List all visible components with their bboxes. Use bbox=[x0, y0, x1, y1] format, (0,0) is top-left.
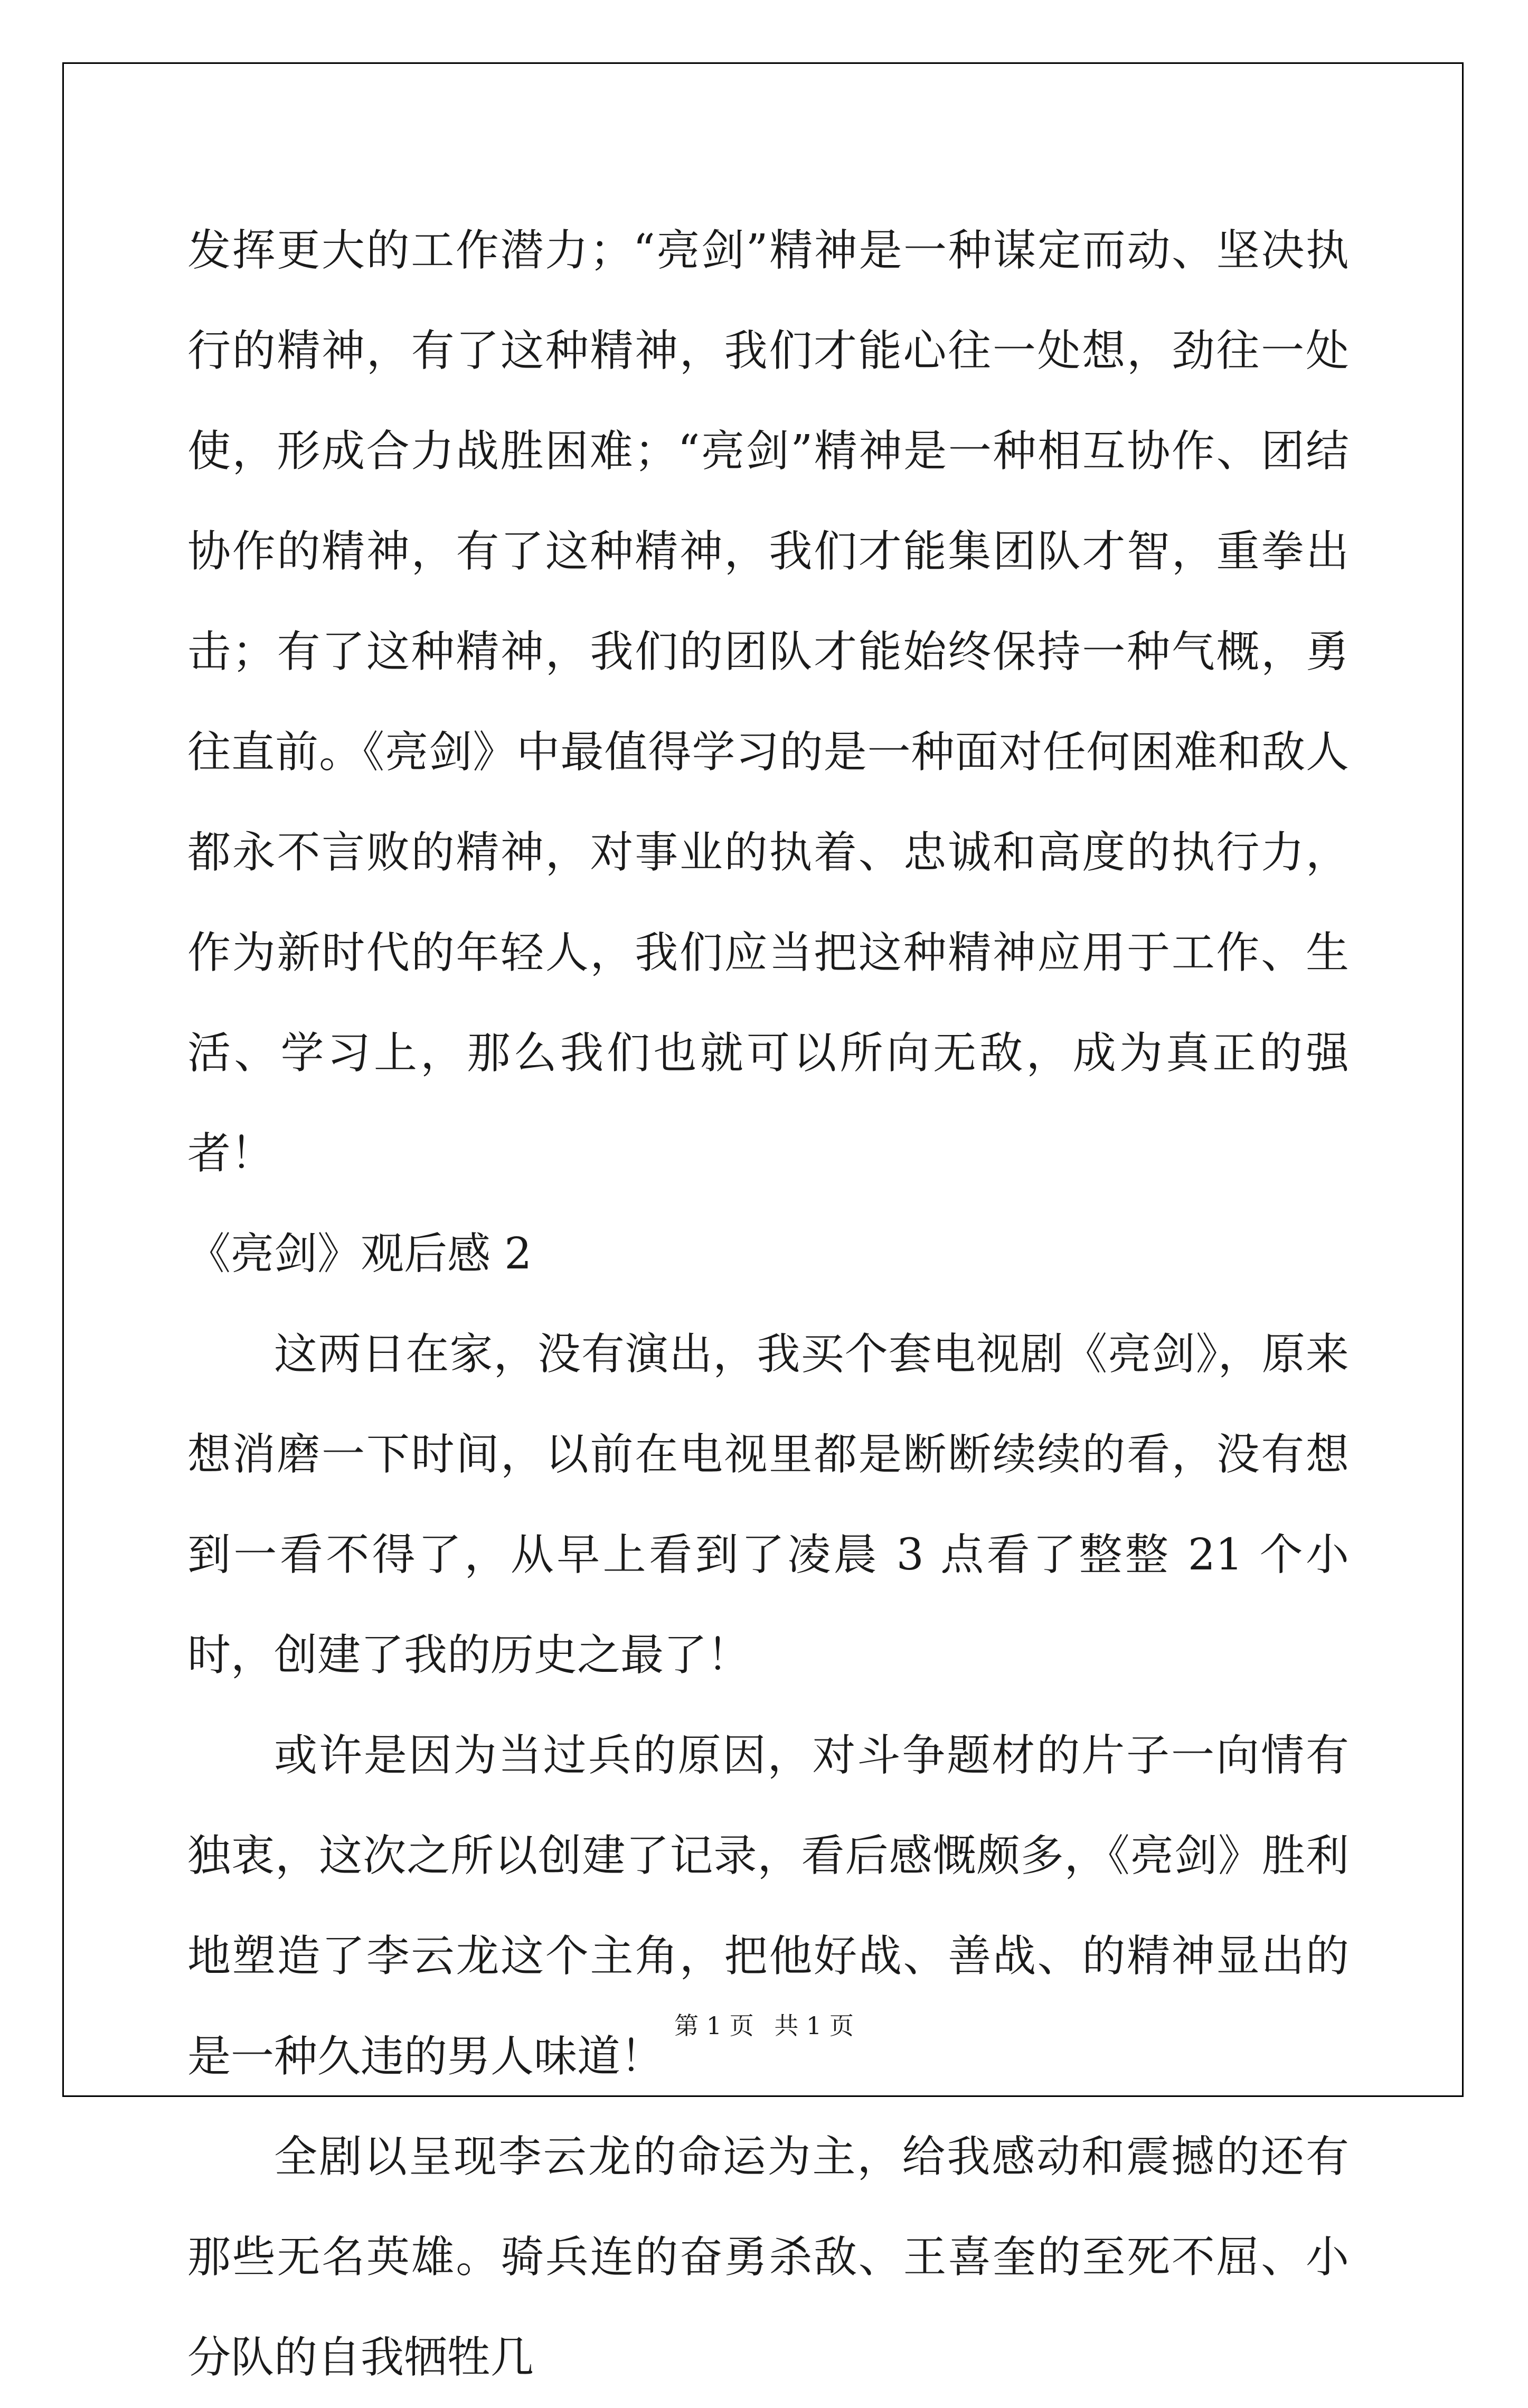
paragraph: 发挥更大的工作潜力；“亮剑”精神是一种谋定而动、坚决执行的精神，有了这种精神，我们才能心往一处想，劲往一处使，形成合力战胜困难；“亮剑”精神是一种相互协作、团结协作的精神，有了这种精神，我们才能集团队才智，重拳出击；有了这种精神，我们的团队才能始终保持一种气概，勇往直前。《亮剑》中最值得学习的是一种面对任何困难和敌人都永不言败的精神，对事业的执着、忠诚和高度的执行力，作为新时代的年轻人，我们应当把这种精神应用于工作、生活、学习上，那么我们也就可以所向无敌，成为真正的强者！ bbox=[187, 225, 1349, 1179]
page-number: 第 1 页 bbox=[674, 2011, 754, 2040]
page-total: 共 1 页 bbox=[774, 2011, 854, 2040]
document-body bbox=[187, 201, 1349, 2408]
paragraph: 或许是因为当过兵的原因，对斗争题材的片子一向情有独衷，这次之所以创建了记录，看后感慨颇多，《亮剑》胜利地塑造了李云龙这个主角，把他好战、善战、的精神显出的是一种久违的男人味道！ bbox=[187, 1730, 1349, 2082]
section-heading: 《亮剑》观后感 2 bbox=[187, 1229, 532, 1279]
paragraph: 全剧以呈现李云龙的命运为主，给我感动和震撼的还有那些无名英雄。骑兵连的奋勇杀敌、王喜奎的至死不屈、小分队的自我牺牲几 bbox=[187, 2132, 1349, 2383]
paragraph: 这两日在家，没有演出，我买个套电视剧《亮剑》，原来想消磨一下时间，以前在电视里都是断断续续的看，没有想到一看不得了，从早上看到了凌晨 3 点看了整整 21 个小时，创建了我的历史之最了！ bbox=[187, 1329, 1349, 1680]
page-footer bbox=[0, 2007, 1528, 2042]
